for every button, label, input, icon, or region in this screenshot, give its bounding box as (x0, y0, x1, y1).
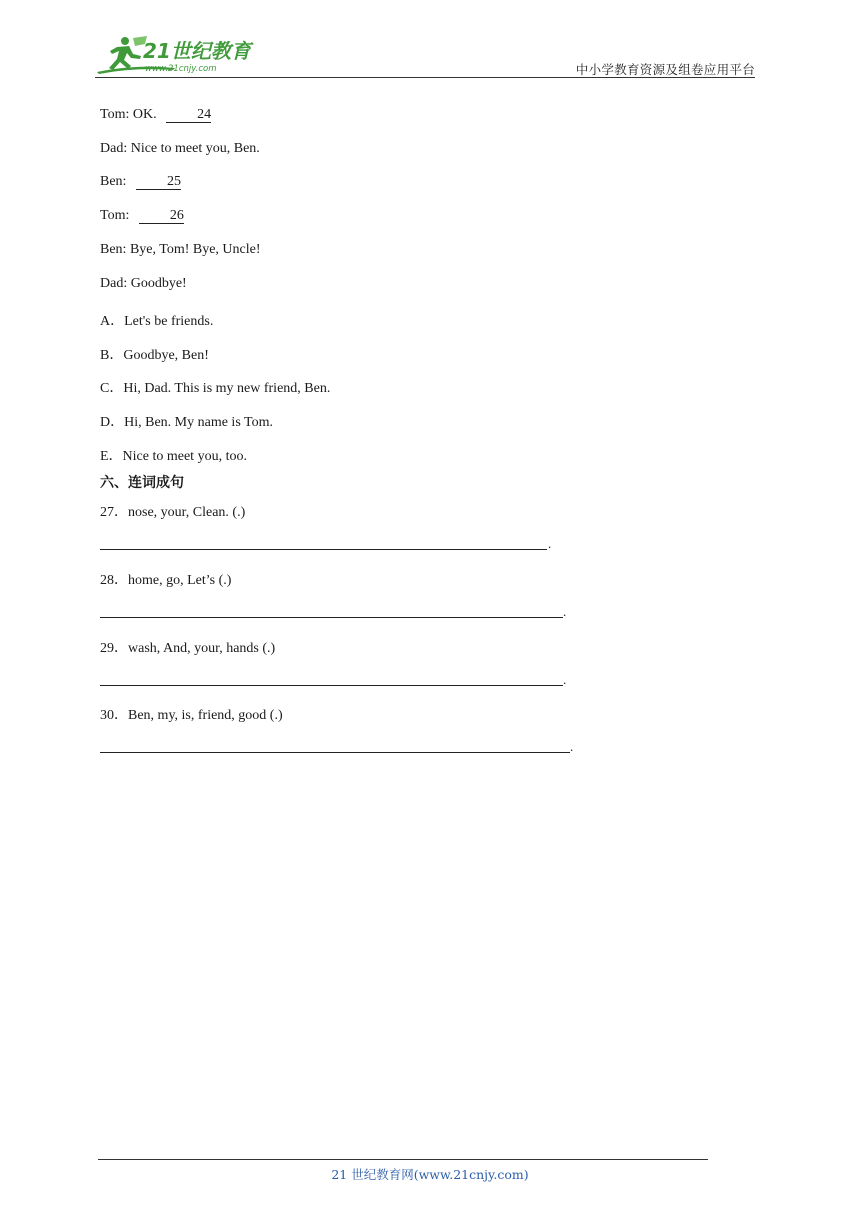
page-header (95, 34, 755, 79)
footer-divider (98, 1159, 708, 1160)
answer-blank-24[interactable]: 24 (166, 107, 211, 123)
option-c: C．Hi, Dad. This is my new friend, Ben. (100, 381, 331, 396)
option-e: E．Nice to meet you, too. (100, 449, 247, 464)
answer-end-28: . (563, 604, 567, 619)
answer-end-29: . (563, 672, 567, 687)
dialogue-speaker: Tom: OK. (100, 107, 157, 122)
answer-end-30: . (570, 739, 574, 754)
dialogue-line-26 (100, 208, 184, 224)
answer-line-27[interactable] (100, 549, 547, 550)
dialogue-line-24 (100, 107, 211, 123)
dialogue-speaker: Tom: (100, 208, 130, 223)
dialogue-line-25 (100, 174, 181, 190)
answer-line-28[interactable] (100, 617, 563, 618)
answer-blank-25[interactable]: 25 (136, 174, 181, 190)
answer-end-27: . (548, 536, 552, 551)
answer-line-30[interactable] (100, 752, 570, 753)
question-30: 30．Ben, my, is, friend, good (.) (100, 708, 283, 723)
question-28: 28．home, go, Let’s (.) (100, 573, 232, 588)
platform-name: 中小学教育资源及组卷应用平台 (575, 62, 755, 77)
option-b: B．Goodbye, Ben! (100, 348, 209, 363)
answer-blank-26[interactable]: 26 (139, 208, 184, 224)
site-logo (95, 34, 265, 76)
dialogue-speaker: Ben: (100, 174, 127, 189)
logo-url: www.21cnjy.com (145, 64, 217, 74)
dialogue-line: Dad: Goodbye! (100, 276, 187, 291)
option-d: D．Hi, Ben. My name is Tom. (100, 415, 273, 430)
section-title: 六、连词成句 (100, 475, 184, 491)
logo-title: 21世纪教育 (143, 39, 251, 63)
question-27: 27．nose, your, Clean. (.) (100, 505, 246, 520)
header-divider (95, 77, 755, 78)
dialogue-line: Dad: Nice to meet you, Ben. (100, 141, 260, 156)
footer-link[interactable]: 21 世纪教育网(www.21cnjy.com) (331, 1167, 529, 1182)
answer-line-29[interactable] (100, 685, 563, 686)
option-a: A．Let's be friends. (100, 314, 214, 329)
dialogue-line: Ben: Bye, Tom! Bye, Uncle! (100, 242, 261, 257)
question-29: 29．wash, And, your, hands (.) (100, 641, 276, 656)
